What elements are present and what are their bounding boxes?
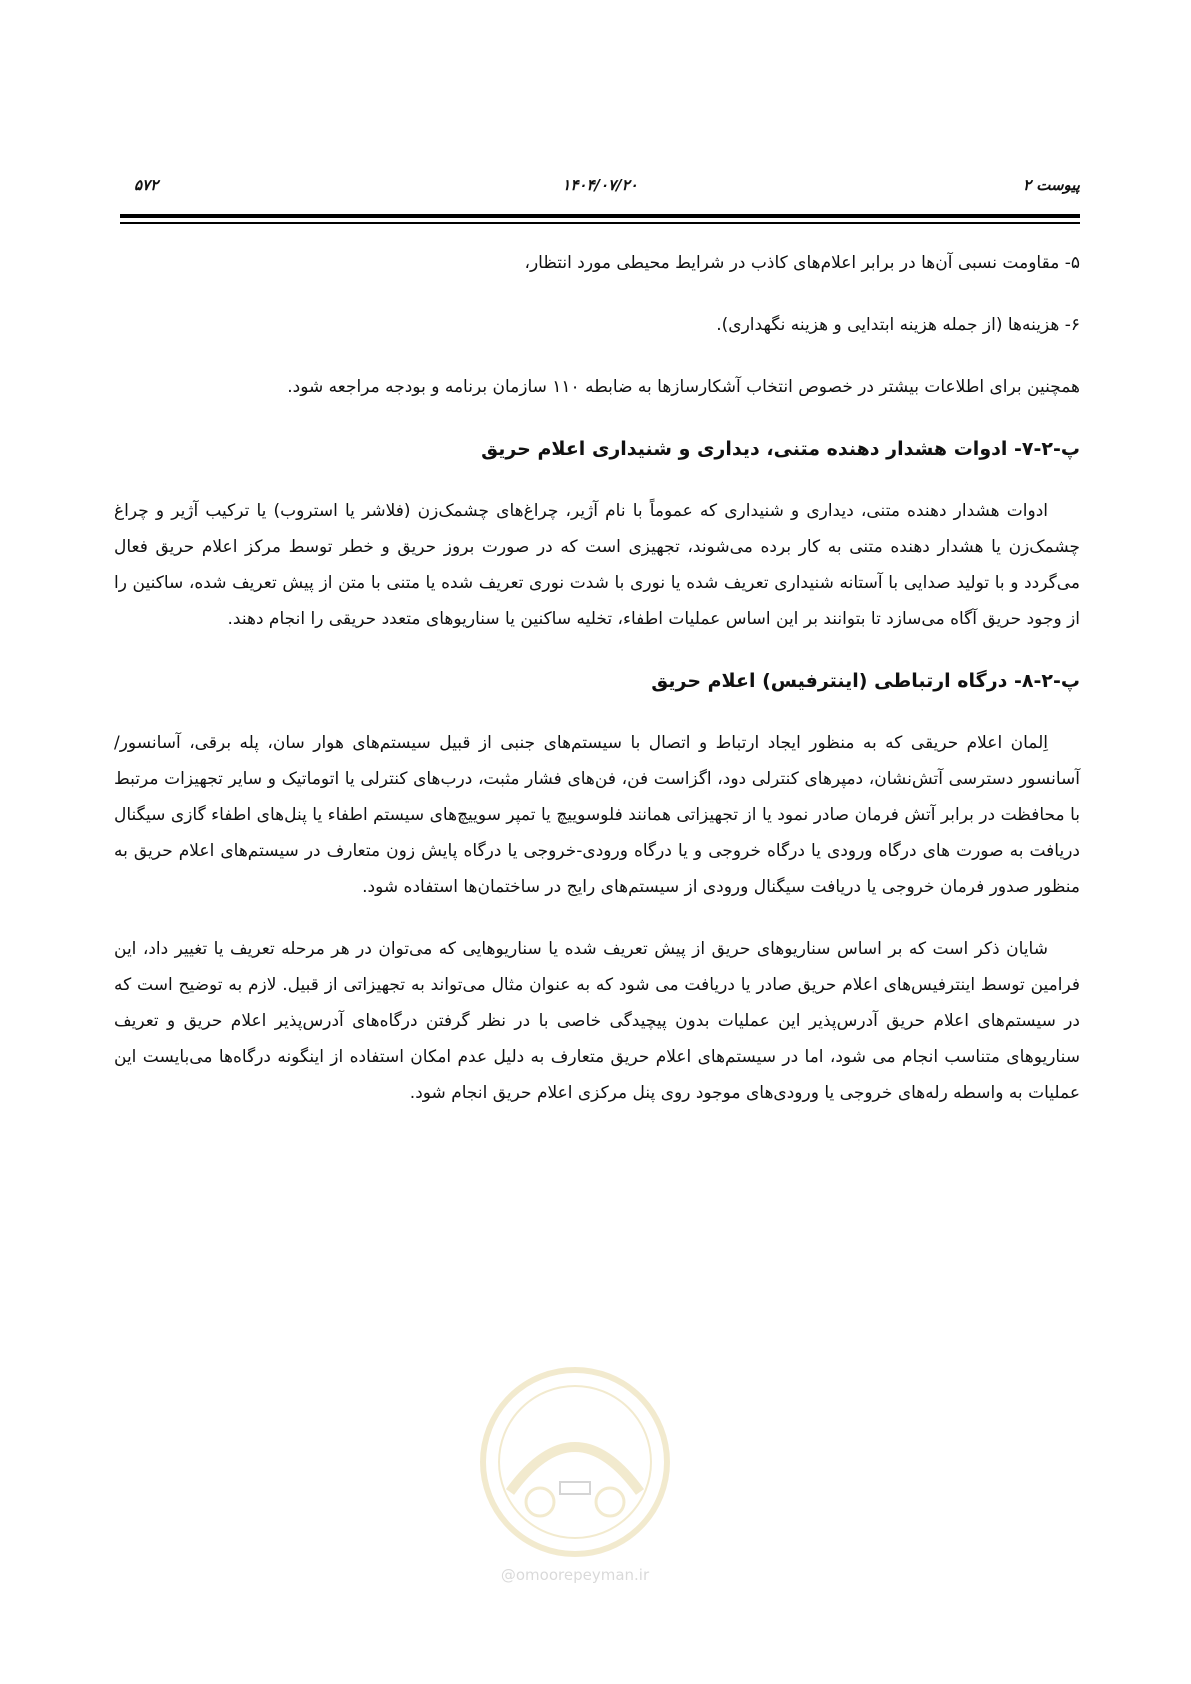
watermark-logo xyxy=(470,1362,680,1592)
section-heading: پ-۲-۷- ادوات هشدار دهنده متنی، دیداری و شنیداری اعلام حریق xyxy=(481,438,1080,460)
header-rule-thick xyxy=(120,214,1080,218)
list-item: ۵- مقاومت نسبی آن‌ها در برابر اعلام‌های کاذب در شرایط محیطی مورد انتظار، xyxy=(524,253,1080,273)
header-rule-thin xyxy=(120,222,1080,224)
section-heading: پ-۲-۸- درگاه ارتباطی (اینترفیس) اعلام حریق xyxy=(651,670,1080,692)
section-paragraph: اِلمان اعلام حریقی که به منظور ایجاد ارتباط و اتصال با سیستم‌های جنبی از قبیل سیستم‌های هوار سان، پله برقی، آسانسور/آسانسور دسترسی آتش‌نشان، دمپرهای کنترلی دود، اگزاست فن، فن‌های فشار مثبت، درب‌های کنترلی یا اتوماتیک و سایر تجهیزات مرتبط با محافظت در برابر آتش فرمان صادر نمود یا از تجهیزاتی همانند فلوسوییچ یا تمپر سوییچ‌های سیستم اطفاء یا پنل‌های اطفاء گازی سیگنال دریافت به صورت های درگاه ورودی یا درگاه خروجی و یا درگاه ورودی-خروجی یا درگاه پایش زون متعارف در سیستم‌های اعلام حریق به منظور صدور فرمان خروجی یا دریافت سیگنال ورودی از سیستم‌های رایج در ساختمان‌ها استفاده شود. xyxy=(114,733,1080,897)
watermark-text: @omoorepeyman.ir xyxy=(500,1566,650,1584)
section-paragraph: شایان ذکر است که بر اساس سناریوهای حریق از پیش تعریف شده یا سناریوهایی که می‌توان در هر مرحله تعریف یا تغییر داد، این فرامین توسط اینترفیس‌های اعلام حریق صادر یا دریافت می شود که به عنوان مثال می‌تواند به تجهیزاتی از قبیل. لازم به توضیح است که در سیستم‌های اعلام حریق آدرس‌پذیر این عملیات بدون پیچیدگی خاصی با در نظر گرفتن درگاه‌های آدرس‌پذیر اعلام حریق و تعریف سناریوهای متناسب انجام می شود، اما در سیستم‌های اعلام حریق متعارف به دلیل عدم امکان استفاده از اینگونه درگاه‌ها می‌بایست این عملیات به واسطه رله‌های خروجی یا ورودی‌های موجود روی پنل مرکزی اعلام حریق انجام شود. xyxy=(114,939,1080,1103)
section-paragraph: ادوات هشدار دهنده متنی، دیداری و شنیداری که عموماً با نام آژیر، چراغ‌های چشمک‌زن (فلاشر یا استروب) یا ترکیب آژیر و چراغ چشمک‌زن یا هشدار دهنده متنی به کار برده می‌شوند، تجهیزی است که در صورت بروز حریق و خطر توسط مرکز اعلام حریق فعال می‌گردد و با تولید صدایی با آستانه شنیداری تعریف شده یا نوری با شدت نوری تعریف شده یا متنی با متن از پیش تعریف شده، ساکنین را از وجود حریق آگاه می‌سازد تا بتوانند بر این اساس عملیات اطفاء، تخلیه ساکنین یا سناریوهای متعدد حریقی را انجام دهند. xyxy=(114,501,1080,629)
list-item: ۶- هزینه‌ها (از جمله هزینه ابتدایی و هزینه نگهداری). xyxy=(716,315,1080,335)
header-date: ۱۴۰۴/۰۷/۲۰ xyxy=(562,176,638,194)
document-body xyxy=(114,245,1080,1111)
reference-note: همچنین برای اطلاعات بیشتر در خصوص انتخاب آشکارسازها به ضابطه ۱۱۰ سازمان برنامه و بودجه مراجعه شود. xyxy=(287,377,1080,397)
appendix-label: پیوست ۲ xyxy=(1022,176,1080,194)
page-number: ۵۷۲ xyxy=(134,176,159,194)
watermark-seal-icon xyxy=(470,1362,680,1562)
page-header xyxy=(120,176,1080,206)
